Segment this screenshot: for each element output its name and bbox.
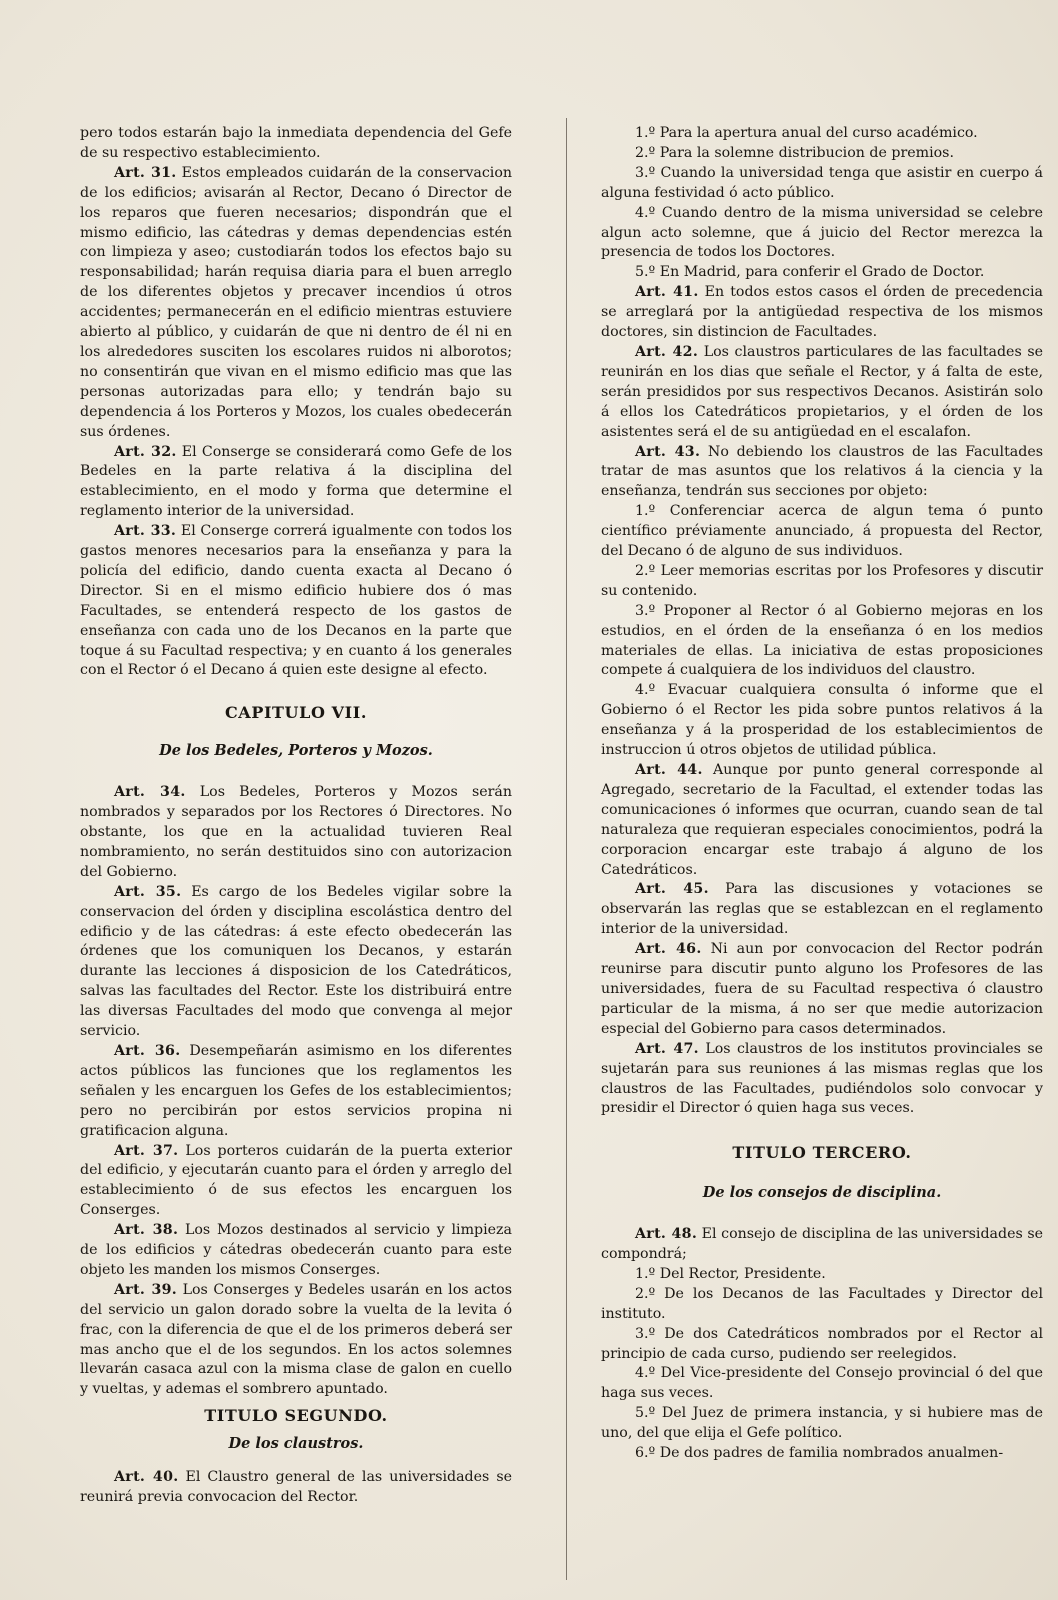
article-label: Art. 42.: [635, 343, 699, 360]
title-subheading: De los consejos de disciplina.: [702, 1184, 942, 1202]
article-label: Art. 31.: [114, 164, 177, 181]
article-text: El Claustro general de las universidades se reunirá previa convocacion del Rector.: [80, 1469, 512, 1505]
list-item: 5.º En Madrid, para conferir el Grado de Doctor.: [635, 264, 985, 281]
article-46: [601, 940, 1043, 1040]
list-item: 2.º Para la solemne distribucion de premios.: [635, 144, 954, 161]
article-text: Los claustros particulares de las facultades se reunirán en los dias que señale el Rector, y á falta de este, serán presididos por sus respectivos Decanos. Asistirán solo á ellos los Catedráticos propietarios, y el órden de los asistentes será el de su antigüedad en el escalafon.: [601, 343, 1044, 440]
article-text: No debiendo los claustros de las Facultades tratar de mas asuntos que los relativos á la ciencia y la enseñanza, tendrán sus secciones por objeto:: [601, 443, 1044, 500]
list-item: 4.º Del Vice-presidente del Consejo provincial ó del que haga sus veces.: [601, 1365, 1043, 1402]
list-item: 1.º Conferenciar acerca de algun tema ó punto científico préviamente anunciado, á propuesta del Rector, del Decano ó de alguno de sus individuos.: [601, 503, 1043, 560]
article-label: Art. 40.: [114, 1469, 179, 1486]
article-36: [80, 1042, 512, 1142]
article-text: Los claustros de los institutos provinciales se sujetarán para sus reuniones á las mismas reglas que los claustros de las Facultades, pudiéndolos solo convocar y presidir el Director ó quien haga sus veces.: [601, 1040, 1044, 1117]
article-34: [80, 783, 512, 883]
list-item: 1.º Para la apertura anual del curso académico.: [635, 125, 978, 141]
article-43: [601, 443, 1043, 503]
article-label: Art. 38.: [114, 1222, 179, 1239]
article-label: Art. 46.: [635, 941, 702, 958]
article-label: Art. 47.: [635, 1040, 699, 1057]
article-35: [80, 883, 512, 1042]
article-44: [601, 761, 1043, 880]
article-39: [80, 1281, 512, 1400]
article-37: [80, 1142, 512, 1222]
article-text: Los Mozos destinados al servicio y limpieza de los edificios y cátedras obedecerán cuanto para este objeto les manden los mismos Conserges.: [80, 1222, 512, 1278]
article-text: Desempeñarán asimismo en los diferentes actos públicos las funciones que los reglamentos les señalen y les encarguen los Gefes de los establecimientos; pero no percibirán por estos servicios propina ni gratificacion alguna.: [80, 1042, 513, 1139]
column-divider: [566, 118, 567, 1580]
list-item: 2.º Leer memorias escritas por los Profesores y discutir su contenido.: [601, 562, 1043, 599]
article-38: [80, 1221, 512, 1281]
article-text: Los porteros cuidarán de la puerta exterior del edificio, y ejecutarán cuanto para el órden y arreglo del establecimiento ó de sus efectos les encarguen los Conserges.: [80, 1142, 512, 1219]
article-text: Para las discusiones y votaciones se observarán las reglas que se establezcan en el reglamento interior de la universidad.: [601, 881, 1044, 938]
article-text: En todos estos casos el órden de precedencia se arreglará por la antigüedad respectiva de los mismos doctores, sin distincion de Facultades.: [601, 284, 1043, 341]
list-item: 3.º Proponer al Rector ó al Gobierno mejoras en los estudios, en el órden de la enseñanza ó en los medios materiales de ellas. La iniciativa de estas proposiciones compete á cualquiera de los individuos del claustro.: [601, 602, 1043, 679]
article-label: Art. 41.: [635, 284, 699, 301]
article-47: [601, 1040, 1043, 1120]
chapter-subheading: De los Bedeles, Porteros y Mozos.: [159, 742, 433, 760]
article-33: [80, 522, 512, 681]
article-text: Aunque por punto general corresponde al Agregado, secretario de la Facultad, el extender todas las comunicaciones ó informes que ocurran, cuando sean de tal naturaleza que requieran especiales conocimientos, podrá la corporacion encargar este trabajo á alguno de los Catedráticos.: [601, 762, 1043, 878]
article-label: Art. 32.: [114, 443, 177, 460]
article-text: El Conserge se considerará como Gefe de los Bedeles en la parte relativa á la disciplina del establecimiento, en el modo y forma que determine el reglamento interior de la universidad.: [80, 443, 512, 520]
list-item: 1.º Del Rector, Presidente.: [635, 1265, 826, 1282]
article-label: Art. 35.: [114, 883, 182, 900]
article-text: El Conserge correrá igualmente con todos los gastos menores necesarios para la enseñanza y para la policía del edificio, dando cuenta exacta al Decano ó Director. Si en el mismo edificio hubiere dos ó mas Facultades, se entenderá respecto de los gastos de enseñanza con cada uno de los Decanos en la parte que toque á su Facultad respectiva; y en cuanto á los generales con el Rector ó el Decano á quien este designe al efecto.: [80, 523, 512, 679]
list-item: 6.º De dos padres de familia nombrados anualmen-: [635, 1445, 1004, 1462]
article-label: Art. 36.: [114, 1042, 181, 1059]
article-32: [80, 443, 512, 523]
article-label: Art. 33.: [114, 523, 177, 540]
list-item: 4.º Evacuar cualquiera consulta ó informe que el Gobierno ó el Rector les pida sobre puntos relativos á la enseñanza y á la prosperidad de los establecimientos de instruccion ú otros objetos de utilidad pública.: [601, 682, 1043, 759]
article-text: El consejo de disciplina de las universidades se compondrá;: [601, 1226, 1044, 1263]
title-subheading: De los claustros.: [228, 1435, 364, 1453]
chapter-heading: CAPITULO VII.: [224, 703, 368, 723]
list-item: 5.º Del Juez de primera instancia, y si hubiere mas de uno, del que elija el Gefe político.: [601, 1405, 1043, 1442]
article-31: [80, 164, 512, 443]
list-item: 2.º De los Decanos de las Facultades y Director del instituto.: [601, 1285, 1043, 1322]
list-item: 3.º Cuando la universidad tenga que asistir en cuerpo á alguna festividad ó acto público.: [601, 164, 1043, 201]
article-text: Ni aun por convocacion del Rector podrán reunirse para discutir punto alguno los Profesores de las universidades, fuera de su Facultad respectiva ó claustro particular de la misma, á no ser que medie autorizacion especial del Gobierno para casos determinados.: [601, 941, 1044, 1037]
article-45: [601, 880, 1043, 940]
article-label: Art. 39.: [114, 1281, 178, 1298]
article-text: Los Bedeles, Porteros y Mozos serán nombrados y separados por los Rectores ó Directores. No obstante, los que en la actualidad tuvieren Real nombramiento, no serán destituidos sino con autorizacion del Gobierno.: [80, 784, 513, 880]
article-48: [601, 1225, 1043, 1265]
title-heading: TITULO TERCERO.: [732, 1143, 912, 1163]
left-column: [80, 124, 512, 1508]
article-40: [80, 1468, 512, 1508]
article-label: Art. 34.: [114, 784, 186, 801]
article-text: Estos empleados cuidarán de la conservacion de los edificios; avisarán al Rector, Decano ó Director de los reparos que fueren necesarios; dispondrán que el mismo edificio, las cátedras y demas dependencias estén con limpieza y aseo; custodiarán todos los efectos bajo su responsabilidad; harán requisa diaria para el buen arreglo de los diferentes objetos y precaver incendios ú otros accidentes; permanecerán en el edificio mientras estuviere abierto al público, y cuidarán de que ni dentro de él ni en los alrededores susciten los escolares ruidos ni alborotos; no consentirán que vivan en el mismo edificio mas que las personas autorizadas para ello; y tendrán bajo su dependencia á los Porteros y Mozos, los cuales obedecerán sus órdenes.: [80, 164, 513, 440]
article-label: Art. 45.: [635, 881, 709, 898]
article-label: Art. 48.: [635, 1226, 698, 1243]
right-column: [601, 124, 1043, 1464]
paragraph: pero todos estarán bajo la inmediata dependencia del Gefe de su respectivo establecimiento.: [80, 125, 512, 161]
article-42: [601, 343, 1043, 443]
article-text: Los Conserges y Bedeles usarán en los actos del servicio un galon dorado sobre la vuelta de la levita ó frac, con la diferencia de que el de los primeros deberá ser mas ancho que el de los segundos. En los actos solemnes llevarán casaca azul con la misma clase de galon en cuello y vueltas, y ademas el sombrero apuntado.: [80, 1281, 513, 1398]
article-41: [601, 283, 1043, 343]
list-item: 3.º De dos Catedráticos nombrados por el Rector al principio de cada curso, pudiendo ser reelegidos.: [601, 1325, 1043, 1362]
article-label: Art. 43.: [635, 443, 701, 460]
list-item: 4.º Cuando dentro de la misma universidad se celebre algun acto solemne, que á juicio del Rector merezca la presencia de todos los Doctores.: [601, 204, 1043, 261]
article-label: Art. 44.: [635, 762, 703, 778]
article-label: Art. 37.: [114, 1142, 179, 1159]
article-text: Es cargo de los Bedeles vigilar sobre la conservacion del órden y disciplina escolástica dentro del edificio y de las cátedras: á este efecto obedecerán las órdenes que los comuniquen los Decanos, y estarán durante las lecciones á disposicion de los Catedráticos, salvas las facultades del Rector. Este los distribuirá entre las diversas Facultades del modo que convenga al mejor servicio.: [80, 883, 512, 1040]
title-heading: TITULO SEGUNDO.: [204, 1406, 388, 1426]
